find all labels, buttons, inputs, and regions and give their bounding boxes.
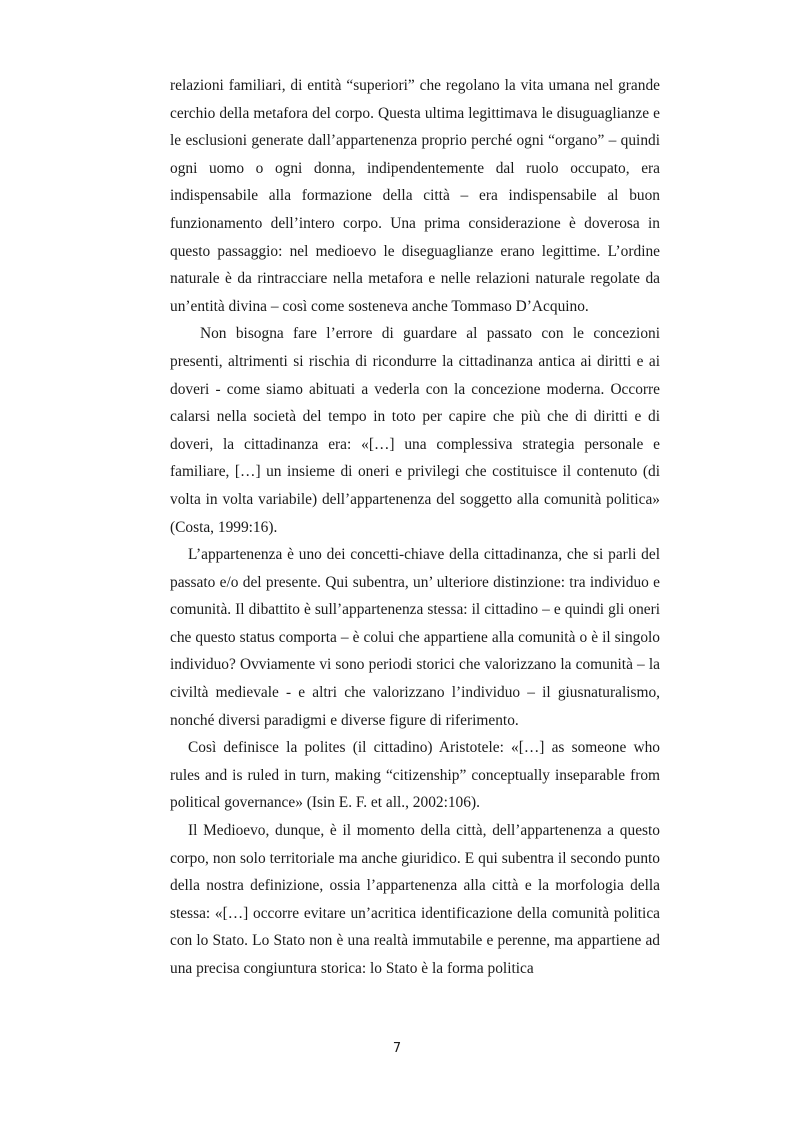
paragraph-continuation: relazioni familiari, di entità “superiori” che regolano la vita umana nel grande cerchio della metafora del corpo. Questa ultima legittimava le disuguaglianze e le esclusioni generate dall’appartenenza proprio perché ogni “organo” – quindi ogni uomo o ogni donna, indipendentemente dal ruolo occupato, era indispensabile alla formazione della città – era indispensabile al buon funzionamento dell’intero corpo. Una prima considerazione è doverosa in questo passaggio: nel medioevo le diseguaglianze erano legittime. L’ordine naturale è da rintracciare nella metafora e nelle relazioni naturale regolate da un’entità divina – così come sosteneva anche Tommaso D’Acquino. [170, 77, 660, 315]
paragraph-middle-ages: Il Medioevo, dunque, è il momento della città, dell’appartenenza a questo corpo, non solo territoriale ma anche giuridico. E qui subentra il secondo punto della nostra definizione, ossia l’appartenenza alla città e la morfologia della stessa: «[…] occorre evitare un’acritica identificazione della comunità politica con lo Stato. Lo Stato non è una realtà immutabile e perenne, ma appartiene ad una precisa congiuntura storica: lo Stato è la forma politica [170, 822, 660, 977]
paragraph-citizenship-past: Non bisogna fare l’errore di guardare al passato con le concezioni presenti, altrimenti si rischia di ricondurre la cittadinanza antica ai diritti e ai doveri - come siamo abituati a vederla con la concezione moderna. Occorre calarsi nella società del tempo in toto per capire che più che di diritti e di doveri, la cittadinanza era: «[…] una complessiva strategia personale e familiare, […] un insieme di oneri e privilegi che costituisce il contenuto (di volta in volta variabile) dell’appartenenza del soggetto alla comunità politica» (Costa, 1999:16). [170, 325, 660, 536]
paragraph-aristotle-quote: Così definisce la polites (il cittadino) Aristotele: «[…] as someone who rules and is ruled in turn, making “citizenship” conceptually inseparable from political governance» (Isin E. F. et all., 2002:106). [170, 739, 660, 812]
paragraph-belonging: L’appartenenza è uno dei concetti-chiave della cittadinanza, che si parli del passato e/o del presente. Qui subentra, un’ ulteriore distinzione: tra individuo e comunità. Il dibattito è sull’appartenenza stessa: il cittadino – e quindi gli oneri che questo status comporta – è colui che appartiene alla comunità o è il singolo individuo? Ovviamente vi sono periodi storici che valorizzano la comunità – la civiltà medievale - e altri che valorizzano l’individuo – il giusnaturalismo, nonché diversi paradigmi e diverse figure di riferimento. [170, 546, 660, 729]
page-number: 7 [392, 1041, 402, 1056]
body-text [170, 72, 660, 983]
